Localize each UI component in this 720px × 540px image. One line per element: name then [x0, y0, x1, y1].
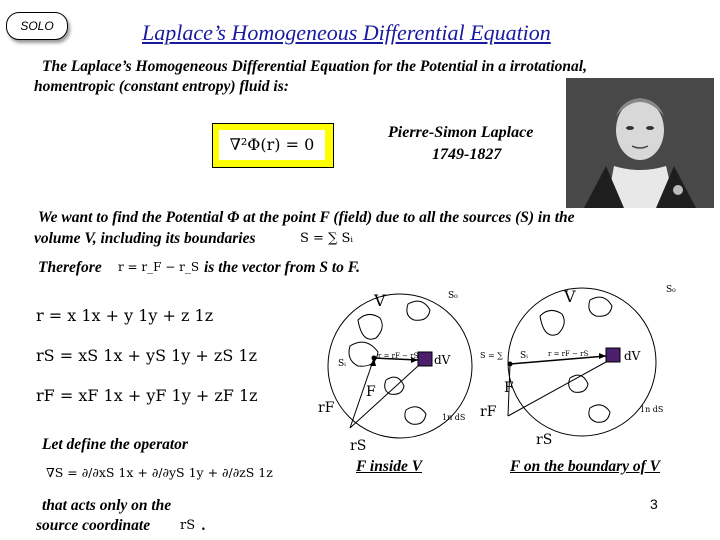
acts-period: . [202, 517, 206, 534]
acts-line-2: source coordinate [36, 517, 151, 534]
label-rel: r = rF − rS [378, 352, 419, 360]
slide-title: Laplace’s Homogeneous Differential Equation [142, 20, 551, 45]
label-v-2: V [564, 287, 576, 306]
intro-line-2: homentropic (constant entropy) fluid is: [34, 78, 289, 95]
person-name: Pierre-Simon Laplace [388, 124, 534, 141]
label-nds: 1n dS [442, 413, 466, 422]
para2-line-1: We want to find the Potential Φ at the point F (field) due to all the sources (S) in the [38, 209, 575, 226]
label-f: F [366, 384, 376, 400]
label-s-sum-2: S = ∑ [480, 351, 503, 360]
label-si: Sᵢ [338, 359, 346, 369]
para2-line-2: volume V, including its boundaries [34, 230, 256, 247]
label-rs-2: rS [536, 432, 553, 448]
acts-symbol: rS [180, 518, 196, 533]
label-dv: dV [434, 353, 451, 367]
label-s0: S₀ [448, 291, 458, 301]
laplace-equation-box [212, 123, 334, 168]
caption-inside: F inside V [356, 458, 423, 475]
therefore-label: Therefore [38, 259, 102, 276]
label-rel-2: r = rF − rS [548, 350, 589, 358]
operator-label: Let define the operator [42, 436, 188, 453]
vector-rf: rF = xF 1x + yF 1y + zF 1z [36, 386, 258, 405]
label-si-2: Sᵢ [520, 351, 528, 361]
vector-r: r = x 1x + y 1y + z 1z [36, 306, 214, 325]
therefore-equation: r = r_F − r_S [118, 260, 200, 274]
vector-rs: rS = xS 1x + yS 1y + zS 1z [36, 346, 258, 365]
person-years: 1749-1827 [432, 146, 502, 163]
label-rf: rF [318, 400, 335, 416]
diagram-f-inside-v [310, 280, 480, 460]
laplace-equation: ∇²Φ(r) = 0 [219, 130, 325, 160]
label-dv-2: dV [624, 349, 641, 363]
diagram-f-boundary-v [478, 276, 678, 456]
boundary-equation: S = ∑ Sᵢ [300, 231, 353, 246]
caption-boundary: F on the boundary of V [510, 458, 661, 475]
label-v: V [374, 291, 386, 310]
solo-badge: SOLO [6, 12, 68, 40]
laplace-portrait [566, 78, 714, 208]
label-rs: rS [350, 438, 367, 454]
label-rf-2: rF [480, 404, 497, 420]
operator-equation: ∇S = ∂/∂xS 1x + ∂/∂yS 1y + ∂/∂zS 1z [46, 465, 273, 480]
label-f-2: F [504, 380, 514, 396]
label-nds-2: 1n dS [640, 405, 664, 414]
therefore-text: is the vector from S to F. [204, 259, 361, 276]
page-number: 3 [650, 496, 658, 512]
label-s0-2: S₀ [666, 285, 676, 295]
acts-line-1: that acts only on the [42, 497, 172, 514]
intro-line-1: The Laplace’s Homogeneous Differential Equation for the Potential in a irrotational, [42, 58, 587, 75]
